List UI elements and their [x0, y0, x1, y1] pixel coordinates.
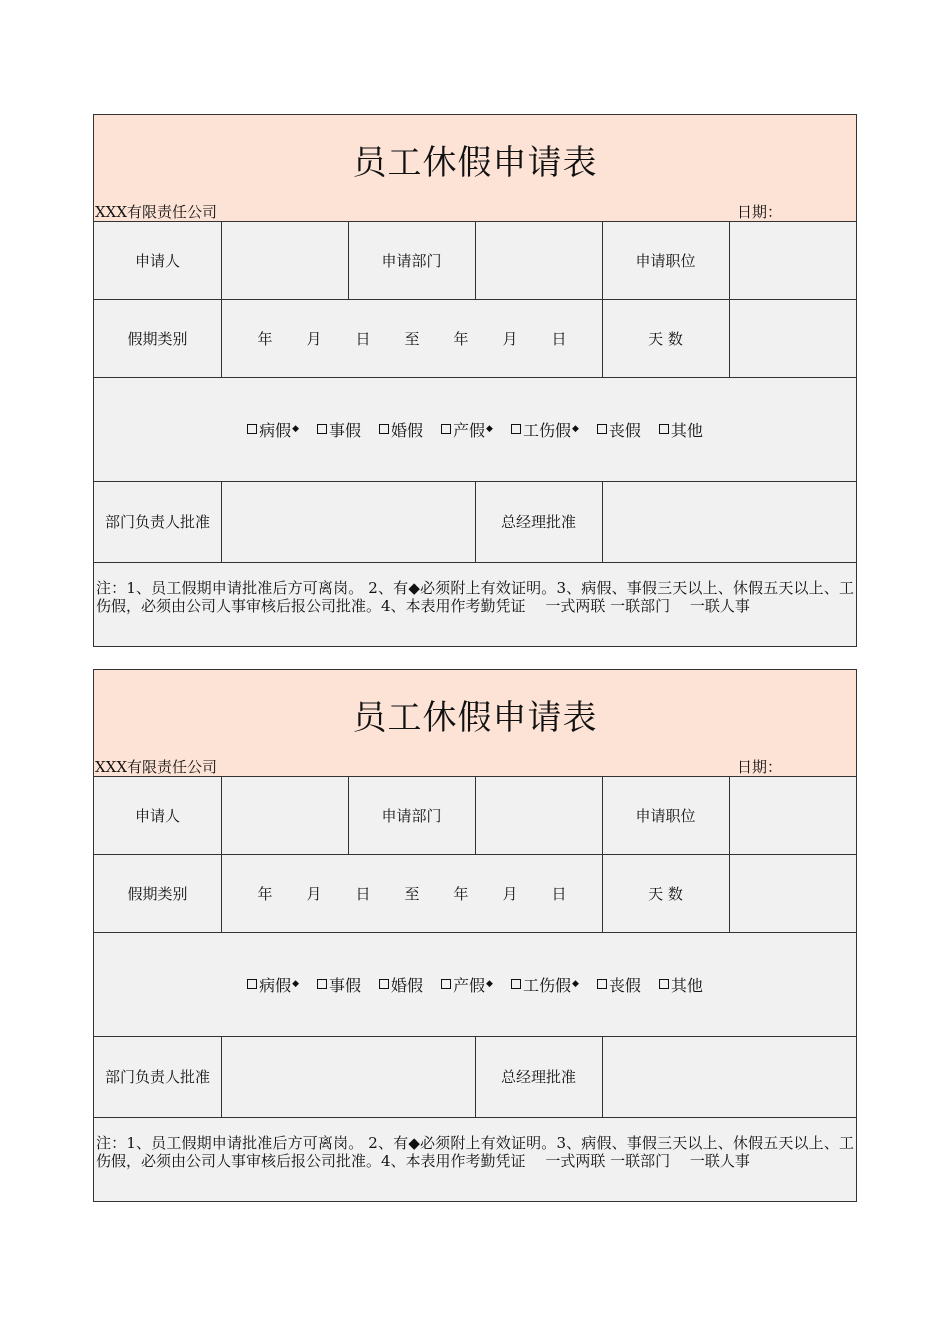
- leave-type-option[interactable]: [659, 973, 703, 996]
- applicant-field[interactable]: [222, 776, 348, 854]
- days-field[interactable]: [730, 299, 856, 377]
- checkbox-icon[interactable]: [441, 424, 451, 434]
- leave-type-label: 其他: [670, 975, 703, 995]
- dept-head-approval-field[interactable]: [222, 1036, 475, 1117]
- date-to: 至: [404, 329, 420, 348]
- date-month-start: 月: [306, 884, 322, 903]
- diamond-marker-icon: ◆: [292, 979, 299, 989]
- leave-type-label: 病假: [259, 420, 292, 440]
- date-label: 日期：: [737, 203, 783, 221]
- checkbox-icon[interactable]: [247, 979, 257, 989]
- leave-type-label: 产假: [453, 975, 486, 995]
- form-header: [94, 115, 856, 222]
- applicant-label: 申请人: [134, 251, 180, 270]
- leave-category-label: 假期类别: [127, 884, 188, 903]
- leave-type-option[interactable]: [441, 418, 493, 441]
- form-title: 员工休假申请表: [352, 698, 598, 738]
- date-day-end: 日: [551, 329, 567, 348]
- position-label: 申请职位: [635, 806, 696, 825]
- dept-head-approval-field[interactable]: [222, 481, 475, 562]
- date-day-start: 日: [355, 884, 371, 903]
- gm-approval-label: 总经理批准: [500, 513, 576, 531]
- leave-type-option[interactable]: [659, 418, 703, 441]
- date-day-end: 日: [551, 884, 567, 903]
- checkbox-icon[interactable]: [379, 979, 389, 989]
- date-day-start: 日: [355, 329, 371, 348]
- date-year-start: 年: [257, 884, 273, 903]
- gm-approval-label: 总经理批准: [500, 1068, 576, 1086]
- days-label: 天 数: [648, 329, 683, 348]
- days-label: 天 数: [648, 884, 683, 903]
- department-field[interactable]: [476, 221, 602, 299]
- leave-date-range[interactable]: [222, 299, 602, 377]
- checkbox-icon[interactable]: [247, 424, 257, 434]
- leave-type-option[interactable]: [597, 418, 641, 441]
- leave-type-option[interactable]: [379, 418, 423, 441]
- leave-type-option[interactable]: [441, 973, 493, 996]
- gm-approval-field[interactable]: [603, 481, 856, 562]
- date-year-end: 年: [453, 329, 469, 348]
- leave-type-label: 丧假: [608, 975, 641, 995]
- company-name: XXX有限责任公司: [95, 758, 218, 776]
- days-field[interactable]: [730, 854, 856, 932]
- leave-type-label: 产假: [453, 420, 486, 440]
- form-title: 员工休假申请表: [352, 143, 598, 183]
- dept-head-approval-label: 部门负责人批准: [104, 1068, 210, 1086]
- company-name: XXX有限责任公司: [95, 203, 218, 221]
- checkbox-icon[interactable]: [317, 979, 327, 989]
- date-label: 日期：: [737, 758, 783, 776]
- position-label: 申请职位: [635, 251, 696, 270]
- checkbox-icon[interactable]: [511, 424, 521, 434]
- checkbox-icon[interactable]: [597, 979, 607, 989]
- leave-type-option[interactable]: [597, 973, 641, 996]
- leave-type-options: [247, 418, 703, 441]
- date-year-end: 年: [453, 884, 469, 903]
- form-note: 注：1、员工假期申请批准后方可离岗。 2、有◆必须附上有效证明。3、病假、事假三天以上、休假五天以上、工伤假，必须由公司人事审核后报公司批准。4、本表用作考勤凭证 一式两联 一联部门 一联人事: [96, 1134, 854, 1170]
- leave-type-option[interactable]: [317, 973, 361, 996]
- leave-date-range[interactable]: [222, 854, 602, 932]
- checkbox-icon[interactable]: [659, 979, 669, 989]
- leave-type-label: 婚假: [391, 420, 424, 440]
- leave-type-row: [94, 932, 856, 1036]
- diamond-marker-icon: ◆: [571, 424, 579, 434]
- position-field[interactable]: [730, 221, 856, 299]
- diamond-marker-icon: ◆: [486, 424, 493, 434]
- leave-type-option[interactable]: [317, 418, 361, 441]
- form-header: [94, 670, 856, 777]
- leave-type-label: 丧假: [608, 420, 641, 440]
- diamond-marker-icon: ◆: [486, 979, 493, 989]
- checkbox-icon[interactable]: [379, 424, 389, 434]
- form-note: 注：1、员工假期申请批准后方可离岗。 2、有◆必须附上有效证明。3、病假、事假三天以上、休假五天以上、工伤假，必须由公司人事审核后报公司批准。4、本表用作考勤凭证 一式两联 一联部门 一联人事: [96, 579, 854, 615]
- leave-type-option[interactable]: [247, 973, 299, 996]
- date-month-end: 月: [502, 884, 518, 903]
- position-field[interactable]: [730, 776, 856, 854]
- leave-category-label: 假期类别: [127, 329, 188, 348]
- checkbox-icon[interactable]: [317, 424, 327, 434]
- dept-head-approval-label: 部门负责人批准: [104, 513, 210, 531]
- checkbox-icon[interactable]: [659, 424, 669, 434]
- department-label: 申请部门: [381, 251, 442, 270]
- leave-type-option[interactable]: [379, 973, 423, 996]
- leave-type-label: 工伤假: [522, 420, 571, 440]
- leave-type-label: 事假: [329, 420, 362, 440]
- leave-type-label: 工伤假: [522, 975, 571, 995]
- department-field[interactable]: [476, 776, 602, 854]
- date-to: 至: [404, 884, 420, 903]
- diamond-marker-icon: ◆: [292, 424, 299, 434]
- date-month-start: 月: [306, 329, 322, 348]
- leave-type-label: 婚假: [391, 975, 424, 995]
- leave-type-option[interactable]: [511, 418, 579, 441]
- leave-type-option[interactable]: [247, 418, 299, 441]
- leave-type-label: 事假: [329, 975, 362, 995]
- checkbox-icon[interactable]: [597, 424, 607, 434]
- leave-type-label: 病假: [259, 975, 292, 995]
- department-label: 申请部门: [381, 806, 442, 825]
- leave-form-1: [93, 114, 857, 647]
- diamond-marker-icon: ◆: [571, 979, 579, 989]
- date-year-start: 年: [257, 329, 273, 348]
- gm-approval-field[interactable]: [603, 1036, 856, 1117]
- applicant-field[interactable]: [222, 221, 348, 299]
- checkbox-icon[interactable]: [511, 979, 521, 989]
- leave-type-options: [247, 973, 703, 996]
- leave-type-row: [94, 377, 856, 481]
- leave-type-option[interactable]: [511, 973, 579, 996]
- applicant-label: 申请人: [134, 806, 180, 825]
- date-month-end: 月: [502, 329, 518, 348]
- leave-form-2: [93, 669, 857, 1202]
- checkbox-icon[interactable]: [441, 979, 451, 989]
- leave-type-label: 其他: [670, 420, 703, 440]
